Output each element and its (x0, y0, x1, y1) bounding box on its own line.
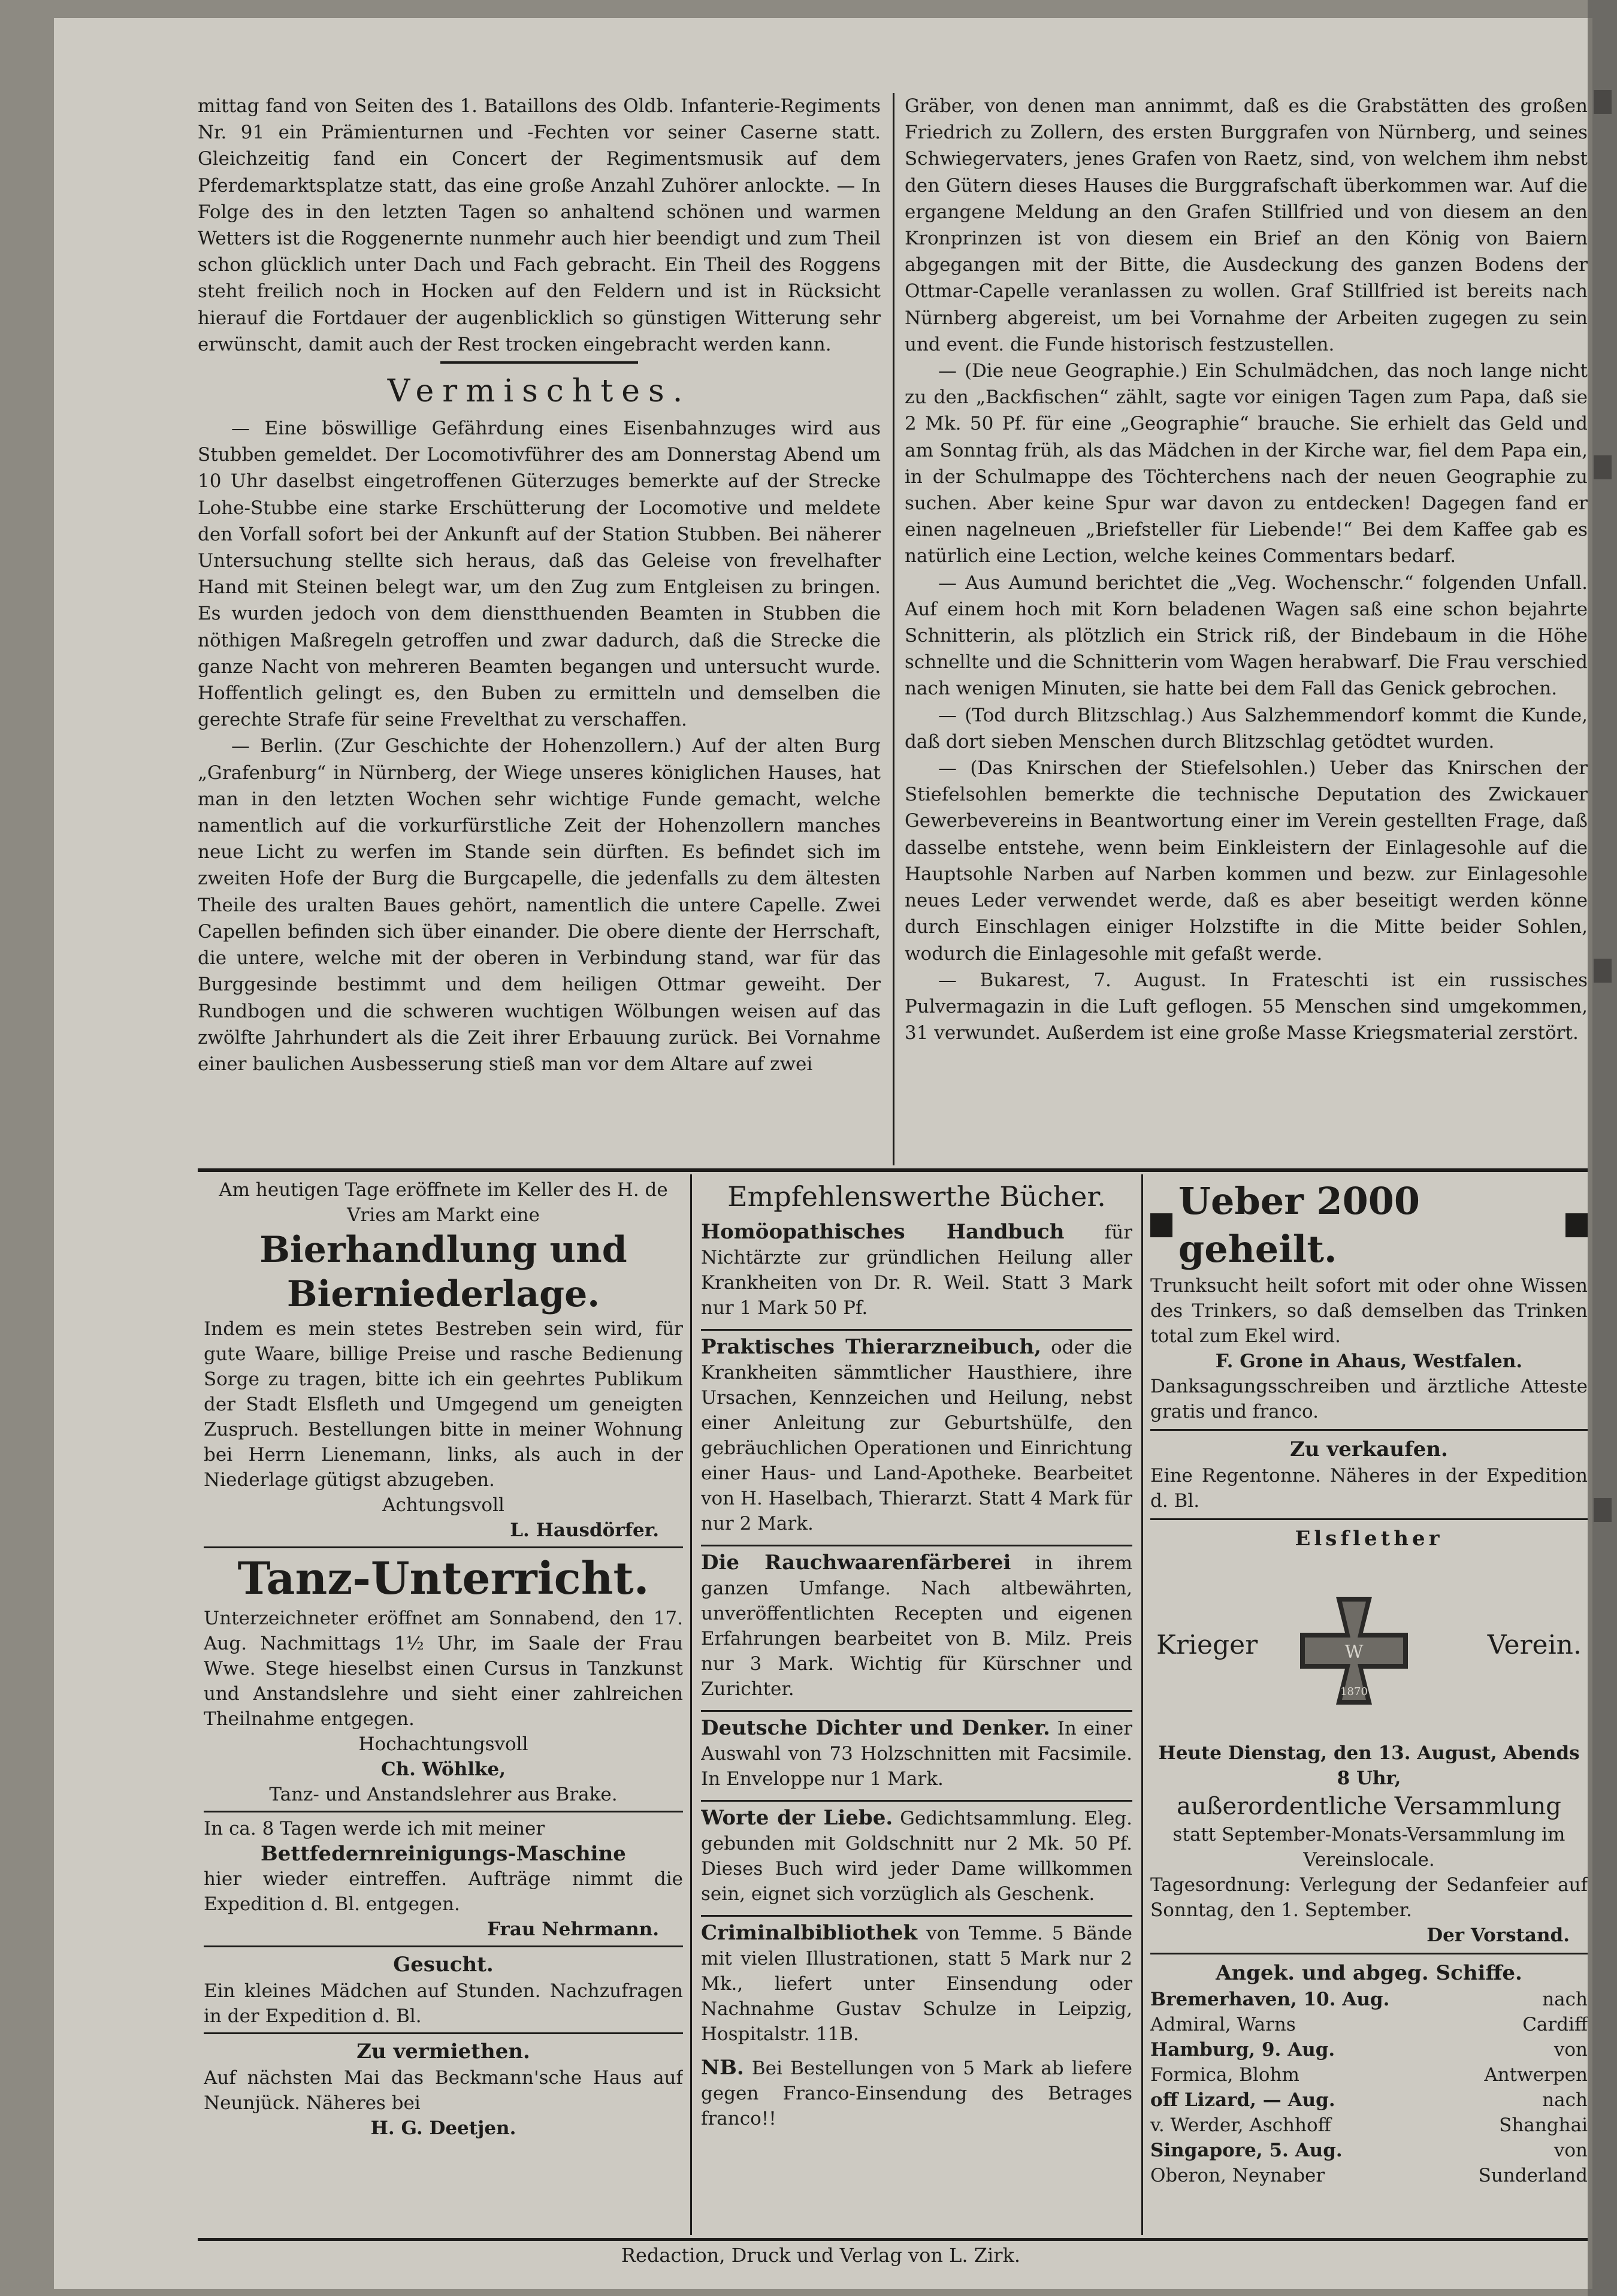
column-divider (690, 1174, 692, 2235)
column-divider (1141, 1174, 1143, 2235)
ad-agenda: Tagesordnung: Verlegung der Sedanfeier auf Sonntag, den 1. September. (1150, 1874, 1588, 1921)
book-entry (701, 2055, 1132, 2131)
ship-entry: v. Werder, Aschhoff (1150, 2114, 1331, 2136)
book-entry (701, 1715, 1132, 1792)
books-heading: Empfehlenswerthe Bücher. (727, 1180, 1106, 1213)
ad-divider (1150, 1953, 1588, 1954)
book-divider (701, 1545, 1132, 1546)
ad-divider (1150, 1518, 1588, 1520)
section-divider (198, 1168, 1588, 1172)
ad-body: statt September-Monats-Versammlung im Vereinslocale. (1172, 1824, 1565, 1871)
ship-entry: Oberon, Neynaber (1150, 2165, 1325, 2186)
krieger-verein-block (1150, 1525, 1588, 1741)
book-title: NB. (701, 2056, 744, 2080)
ad-title: Bierhandlung und (259, 1229, 627, 1271)
ship-list (1150, 1987, 1588, 2188)
ad-divider (204, 2032, 683, 2034)
footer-rule (198, 2238, 1588, 2241)
book-description: In einer Auswahl von 73 Holzschnitten mit Facsimile. In Enveloppe nur 1 Mark. (701, 1718, 1132, 1790)
ad-event: außerordentliche Versammlung (1177, 1793, 1561, 1820)
book-description: oder die Krankheiten sämmtlicher Hausthiere, ihre Ursachen, Kennzeichen und Heilung, nebst einer Anleitung zur Geburtshülfe, den gebräuchlichen Operationen und Einrichtung einer Haus- und Land-Apotheke. Bearbeitet von H. Haselbach, Thierarzt. Statt 4 Mark für nur 2 Mark. (701, 1337, 1132, 1534)
article-paragraph: — Eine böswillige Gefährdung eines Eisenbahnzuges wird aus Stubben gemeldet. Der Locomotivführer des am Donnerstag Abend um 10 Uhr daselbst eingetroffenen Güterzuges bemerkte auf der Strecke Lohe-Stubbe eine starke Erschütterung der Locomotive und meldete den Vorfall sofort bei der Ankunft auf der Station Stubben. Bei näherer Untersuchung stellte sich heraus, daß das Geleise von frevelhafter Hand mit Steinen belegt war, um den Zug zum Entgleisen zu bringen. Es wurden jedoch von dem dienstthuenden Beamten in Stubben die nöthigen Maßregeln getroffen und zwar dadurch, daß die Strecke die ganze Nacht von mehreren Beamten begangen und untersucht wurde. Hoffentlich gelingt es, den Buben zu ermitteln und demselben die gerechte Strafe für seine Frevelthat zu verschaffen. (198, 418, 881, 731)
black-box-icon (1565, 1213, 1588, 1237)
ad-role: Tanz- und Anstandslehrer aus Brake. (269, 1784, 618, 1805)
ship-row (1150, 2037, 1588, 2062)
ship-row (1150, 2062, 1588, 2087)
cross-letter: W (1344, 1642, 1364, 1663)
ad-body: Eine Regentonne. Näheres in der Expedition d. Bl. (1150, 1465, 1588, 1512)
ads-column-left (204, 1177, 683, 2238)
ad-highlight: Bettfedernreinigungs-Maschine (261, 1842, 626, 1866)
article-paragraph: — Aus Aumund berichtet die „Veg. Wochenschr.“ folgenden Unfall. Auf einem hoch mit Korn beladenen Wagen saß eine schon bejahrte Schnitterin, als plötzlich ein Strick riß, der Bindebaum in die Höhe schnellte und die Schnitterin vom Wagen herabwarf. Die Frau verschied nach wenigen Minuten, sie hatte bei dem Fall das Genick gebrochen. (905, 572, 1588, 700)
ad-signature: Ch. Wöhlke, (380, 1759, 506, 1780)
ad-title: Bierniederlage. (286, 1273, 600, 1315)
article-paragraph: — (Tod durch Blitzschlag.) Aus Salzhemmendorf kommt die Kunde, daß dort sieben Menschen durch Blitzschlag getödtet wurden. (905, 704, 1588, 753)
book-description: für Nichtärzte zur gründlichen Heilung aller Krankheiten von Dr. R. Weil. Statt 3 Mark nur 1 Mark 50 Pf. (701, 1222, 1132, 1319)
ad-title-row (1150, 1177, 1588, 1273)
ship-route: nach (1542, 2089, 1588, 2111)
article-paragraph: — Berlin. (Zur Geschichte der Hohenzollern.) Auf der alten Burg „Grafenburg“ in Nürnberg, der Wiege unseres königlichen Hauses, hat man in den letzten Wochen sehr wichtige Funde gemacht, welche namentlich auf die vorkurfürstliche Zeit der Hohenzollern manches neue Licht zu werfen im Stande sein dürften. Es befindet sich im zweiten Hofe der Burg die Burgcapelle, die jedenfalls zu dem ältesten Theile des uralten Baues gehört, namentlich die untere Capelle. Zwei Capellen befinden sich über einander. Die obere diente der Herrschaft, die untere, welche mit der oberen in Verbindung stand, war für das Burggesinde bestimmt und dem heiligen Ottmar geweiht. Der Rundbogen und die schweren wuchtigen Wölbungen weisen auf das zwölfte Jahrhundert als die Zeit ihrer Erbauung zurück. Bei Vornahme einer baulichen Ausbesserung stieß man vor dem Altare auf zwei (198, 735, 881, 1075)
edge-mark (1594, 455, 1612, 479)
article-paragraph: — (Die neue Geographie.) Ein Schulmädchen, das noch lange nicht zu den „Backfischen“ zählt, sagte vor einigen Tagen zum Papa, daß sie 2 Mk. 50 Pf. für eine „Geographie“ brauche. Sie erhielt das Geld und am Sonntag früh, als das Mädchen in der Kirche war, fiel dem Papa ein, in der Schulmappe des Töchterchens nach der neuen Geographie zu suchen. Aber keine Spur war davon zu entdecken! Dagegen fand er einen nagelneuen „Briefsteller für Liebende!“ Bei dem Kaffee gab es natürlich eine Lection, welche keines Commentars bedarf. (905, 360, 1588, 567)
ad-signature: F. Grone in Ahaus, Westfalen. (1215, 1351, 1523, 1372)
ad-body: Ein kleines Mädchen auf Stunden. Nachzufragen in der Expedition d. Bl. (204, 1980, 683, 2027)
ship-route: Antwerpen (1484, 2064, 1588, 2086)
ad-regards: Achtungsvoll (382, 1494, 504, 1516)
iron-cross-icon (1294, 1591, 1414, 1711)
section-heading: Vermischtes. (387, 373, 691, 410)
ad-body: In ca. 8 Tagen werde ich mit meiner (204, 1818, 545, 1839)
ad-body: Trunksucht heilt sofort mit oder ohne Wissen des Trinkers, so daß demselben das Trinken total zum Ekel wird. (1150, 1275, 1588, 1347)
article-column-left (198, 93, 881, 1165)
ship-entry: Bremerhaven, 10. Aug. (1150, 1989, 1390, 2010)
ad-intro: Am heutigen Tage eröffnete im Keller des H. de Vries am Markt eine (219, 1179, 668, 1226)
book-entry (701, 1920, 1132, 2047)
books-column (701, 1177, 1132, 2238)
book-title: Worte der Liebe. (701, 1806, 893, 1830)
book-description: Bei Bestellungen von 5 Mark ab liefere gegen Franco-Einsendung des Betrages franco!! (701, 2058, 1132, 2129)
ad-divider (204, 1945, 683, 1947)
ad-signature: L. Hausdörfer. (510, 1519, 659, 1541)
imprint-footer: Redaction, Druck und Verlag von L. Zirk. (621, 2244, 1021, 2267)
book-description: in ihrem ganzen Umfange. Nach altbewährten, unveröffentlichten Recepten und eigenen Erfahrungen bearbeitet von B. Milz. Preis nur 3 Mark. Wichtig für Kürschner und Zurichter. (701, 1552, 1132, 1700)
ship-row (1150, 2138, 1588, 2163)
ad-title: Tanz-Unterricht. (237, 1553, 649, 1605)
book-list (701, 1219, 1132, 2131)
book-divider (701, 1329, 1132, 1331)
ship-route: Cardiff (1522, 2014, 1588, 2035)
section-rule (440, 361, 638, 364)
edge-mark (1594, 959, 1612, 983)
adjacent-page-edge (1588, 0, 1617, 2296)
book-divider (701, 1800, 1132, 1802)
ad-date: Heute Dienstag, den 13. August, Abends 8 Uhr, (1158, 1742, 1580, 1789)
book-entry (701, 1550, 1132, 1702)
ad-body: hier wieder eintreffen. Aufträge nimmt die Expedition d. Bl. entgegen. (204, 1868, 683, 1915)
ship-row (1150, 2012, 1588, 2037)
ship-entry: off Lizard, — Aug. (1150, 2089, 1335, 2111)
book-description: Gedichtsammlung. Eleg. gebunden mit Goldschnitt nur 2 Mk. 50 Pf. Dieses Buch wird jeder Dame willkommen sein, eignet sich vorzüglich als Geschenk. (701, 1808, 1132, 1905)
ad-signature: Der Vorstand. (1426, 1925, 1570, 1946)
ad-title: Ueber 2000 geheilt. (1178, 1179, 1420, 1271)
ad-heading: Zu verkaufen. (1290, 1437, 1448, 1461)
book-divider (701, 1710, 1132, 1712)
book-title: Homöopathisches Handbuch (701, 1220, 1065, 1244)
ad-heading: Angek. und abgeg. Schiffe. (1216, 1961, 1522, 1985)
ship-entry: Formica, Blohm (1150, 2064, 1299, 2086)
ship-route: Sunderland (1478, 2165, 1588, 2186)
article-paragraph: — (Das Knirschen der Stiefelsohlen.) Ueber das Knirschen der Stiefelsohlen bemerkte die technische Deputation des Zwickauer Gewerbevereins in Beantwortung einer im Verein gestellten Frage, daß dasselbe entstehe, wenn beim Einkleistern der Einlagesohle auf die Hauptsohle Narben auf Narben kommen und bezw. zur Einlagesohle neues Leder verwendet werde, daß es aber beseitigt werden könne durch Einschlagen einiger Holzstifte in die Mitte beider Sohlen, wodurch die Einlagesohle mit gefaßt werde. (905, 757, 1588, 965)
ads-column-right (1150, 1177, 1588, 2238)
ad-regards: Hochachtungsvoll (358, 1733, 528, 1755)
ad-body: Auf nächsten Mai das Beckmann'sche Haus auf Neunjück. Näheres bei (204, 2067, 683, 2114)
ad-side-label: Verein. (1487, 1630, 1582, 1660)
ad-signature: H. G. Deetjen. (370, 2117, 516, 2139)
book-entry (701, 1805, 1132, 1907)
ad-heading: Zu vermiethen. (356, 2040, 530, 2064)
article-column-right (905, 93, 1588, 1165)
ship-route: von (1553, 2039, 1588, 2061)
ad-divider (204, 1811, 683, 1812)
book-title: Deutsche Dichter und Denker. (701, 1716, 1050, 1740)
ship-entry: Admiral, Warns (1150, 2014, 1296, 2035)
book-title: Criminalbibliothek (701, 1921, 918, 1945)
ad-body: Indem es mein stetes Bestreben sein wird, für gute Waare, billige Preise und rasche Bedienung Sorge zu tragen, bitte ich ein geehrtes Publikum der Stadt Elsfleth und Umgegend um geneigten Zuspruch. Bestellungen bitte in meiner Wohnung bei Herrn Lienemann, links, als auch in der Niederlage gütigst abzugeben. (204, 1318, 683, 1491)
ad-heading: Gesucht. (393, 1953, 494, 1977)
book-divider (701, 1915, 1132, 1917)
article-paragraph: Gräber, von denen man annimmt, daß es die Grabstätten des großen Friedrich zu Zollern, des ersten Burggrafen von Nürnberg, und seines Schwiegervaters, jenes Grafen von Raetz, sind, von welchem ihm nebst den Gütern dieses Hauses die Burggrafschaft überkommen war. Auf die ergangene Meldung an den Grafen Stillfried und von diesem an den Kronprinzen ist von diesem ein Brief an den König von Baiern abgegangen mit der Bitte, die Ausdeckung des ganzen Bodens der Ottmar-Capelle veranlassen zu wollen. Graf Stillfried ist bereits nach Nürnberg abgereist, um bei Vornahme der Arbeiten zugegen zu sein und event. die Funde historisch festzustellen. (905, 95, 1588, 355)
book-entry (701, 1219, 1132, 1321)
ship-entry: Singapore, 5. Aug. (1150, 2140, 1343, 2161)
ad-heading: Elsflether (1295, 1527, 1443, 1551)
ad-signature: Frau Nehrmann. (487, 1919, 659, 1940)
ad-body: Danksagungsschreiben und ärztliche Atteste gratis und franco. (1150, 1376, 1588, 1422)
ship-route: Shanghai (1499, 2114, 1588, 2136)
article-paragraph: — Bukarest, 7. August. In Frateschti ist ein russisches Pulvermagazin in die Luft geflogen. 55 Menschen sind umgekommen, 31 verwundet. Außerdem ist eine große Masse Kriegsmaterial zerstört. (905, 969, 1588, 1044)
ad-side-label: Krieger (1156, 1630, 1258, 1660)
ship-route: von (1553, 2140, 1588, 2161)
ship-route: nach (1542, 1989, 1588, 2010)
ship-row (1150, 1987, 1588, 2012)
book-entry (701, 1334, 1132, 1536)
cross-year: 1870 (1340, 1685, 1368, 1698)
edge-mark (1594, 1498, 1612, 1522)
ad-divider (1150, 1429, 1588, 1431)
article-paragraph: mittag fand von Seiten des 1. Bataillons des Oldb. Infanterie-Regiments Nr. 91 ein Prämienturnen und -Fechten vor seiner Caserne statt. Gleichzeitig fand ein Concert der Regimentsmusik auf dem Pferdemarktsplatze statt, das eine große Anzahl Zuhörer anlockte. — In Folge des in den letzten Tagen so anhaltend schönen und warmen Wetters ist die Roggenernte nunmehr auch hier beendigt und zum Theil schon glücklich unter Dach und Fach gebracht. Ein Theil des Roggens steht freilich noch in Hocken auf den Feldern und ist in Rücksicht hierauf die Fortdauer der augenblicklich so günstigen Witterung sehr erwünscht, damit auch der Rest trocken eingebracht werden kann. (198, 95, 881, 355)
book-title: Die Rauchwaarenfärberei (701, 1551, 1011, 1575)
ship-row (1150, 2163, 1588, 2188)
ship-row (1150, 2087, 1588, 2113)
ship-entry: Hamburg, 9. Aug. (1150, 2039, 1335, 2061)
black-box-icon (1150, 1213, 1172, 1237)
column-divider (893, 93, 894, 1165)
ship-row (1150, 2113, 1588, 2138)
book-description: von Temme. 5 Bände mit vielen Illustrationen, statt 5 Mark nur 2 Mk., liefert unter Einsendung oder Nachnahme Gustav Schulze in Leipzig, Hospitalstr. 11B. (701, 1923, 1132, 2045)
newspaper-page (54, 18, 1588, 2289)
book-title: Praktisches Thierarzneibuch, (701, 1335, 1041, 1359)
ad-body: Unterzeichneter eröffnet am Sonnabend, den 17. Aug. Nachmittags 1½ Uhr, im Saale der Frau Wwe. Stege hieselbst einen Cursus in Tanzkunst und Anstandslehre und sieht einer zahlreichen Theilnahme entgegen. (204, 1608, 683, 1730)
ad-divider (204, 1546, 683, 1548)
edge-mark (1594, 90, 1612, 114)
